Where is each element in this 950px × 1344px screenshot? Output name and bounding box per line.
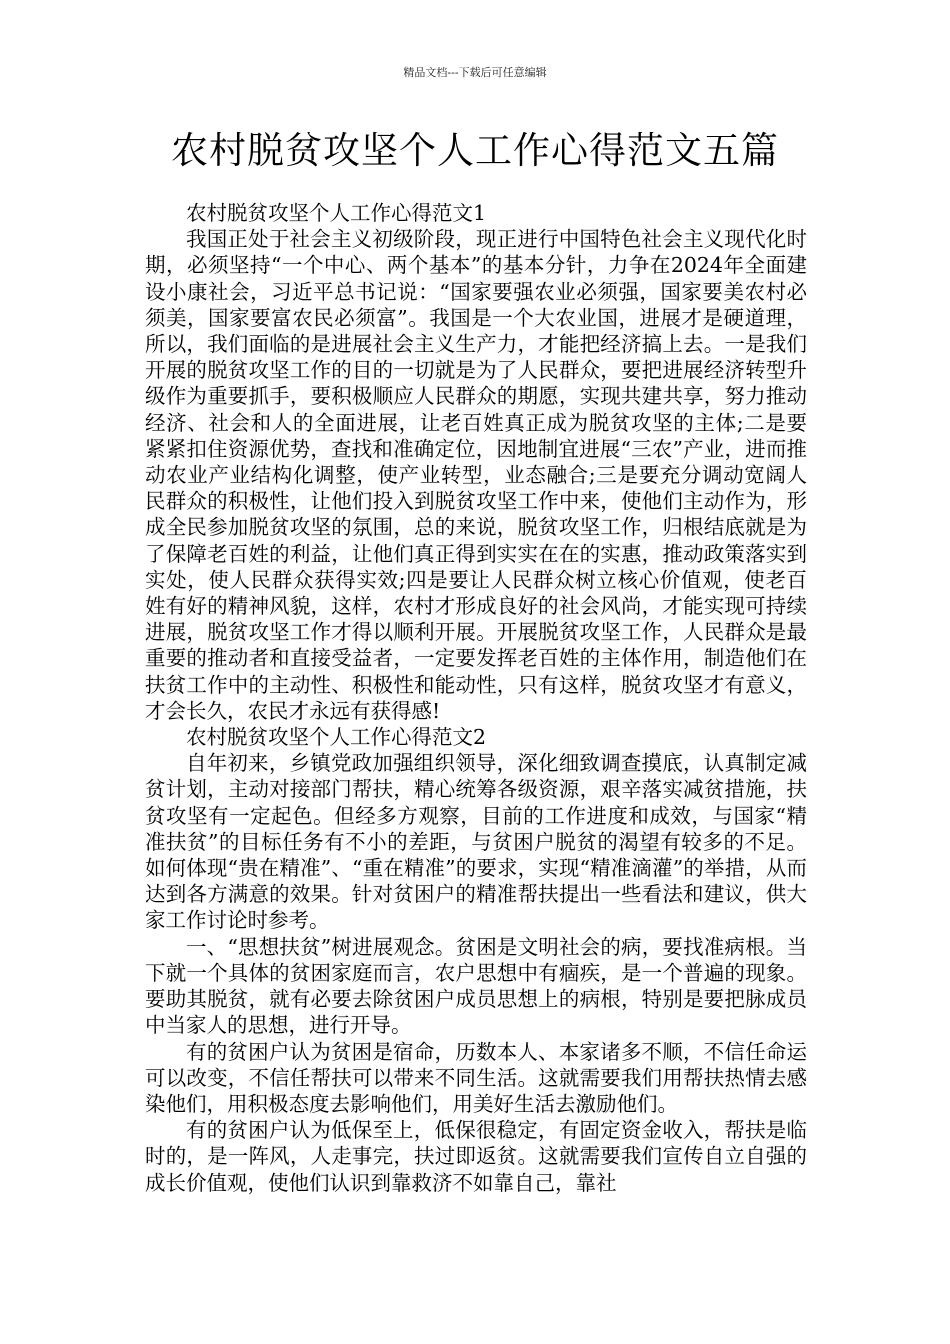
section-heading-1: 农村脱贫攻坚个人工作心得范文1 xyxy=(186,201,487,225)
paragraph: 一、“思想扶贫”树进展观念。贫困是文明社会的病，要找准病根。当下就一个具体的贫困家庭而言，农户思想中有痼疾，是一个普遍的现象。要助其脱贫，就有必要去除贫困户成员思想上的病根，特别是要把脉成员中当家人的思想，进行开导。 xyxy=(145,934,807,1038)
document-body xyxy=(145,200,807,1196)
section-heading-2: 农村脱贫攻坚个人工作心得范文2 xyxy=(186,725,487,750)
header-note: 精品文档---下载后可任意编辑 xyxy=(403,66,547,79)
paragraph: 自年初来，乡镇党政加强组织领导，深化细致调查摸底，认真制定减贫计划，主动对接部门帮扶，精心统筹各级资源，艰辛落实减贫措施，扶贫攻坚有一定起色。但经多方观察，目前的工作进度和成效，与国家“精准扶贫”的目标任务有不小的差距，与贫困户脱贫的渴望有较多的不足。如何体现“贵在精准”、“重在精准”的要求，实现“精准滴灌”的举措，从而达到各方满意的效果。针对贫困户的精准帮扶提出一些看法和建议，供大家工作讨论时参考。 xyxy=(145,751,807,933)
paragraph: 有的贫困户认为贫困是宿命，历数本人、本家诸多不顺，不信任命运可以改变，不信任帮扶可以带来不同生活。这就需要我们用帮扶热情去感染他们，用积极态度去影响他们，用美好生活去激励他们。 xyxy=(145,1039,807,1116)
paragraph: 有的贫困户认为低保至上，低保很稳定，有固定资金收入，帮扶是临时的，是一阵风，人走事完，扶过即返贫。这就需要我们宣传自立自强的成长价值观，使他们认识到靠救济不如靠自己，靠社 xyxy=(145,1118,807,1195)
paragraph: 我国正处于社会主义初级阶段，现正进行中国特色社会主义现代化时期，必须坚持“一个中心、两个基本”的基本分针，力争在2024年全面建设小康社会，习近平总书记说：“国家要强农业必须强，国家要美农村必须美，国家要富农民必须富”。我国是一个大农业国，进展才是硬道理，所以，我们面临的是进展社会主义生产力，才能把经济搞上去。一是我们开展的脱贫攻坚工作的目的一切就是为了人民群众，要把进展经济转型升级作为重要抓手，要积极顺应人民群众的期愿，实现共建共享，努力推动经济、社会和人的全面进展，让老百姓真正成为脱贫攻坚的主体;二是要紧紧扣住资源优势，查找和准确定位，因地制宜进展“三农”产业，进而推动农业产业结构化调整，使产业转型，业态融合;三是要充分调动宽阔人民群众的积极性，让他们投入到脱贫攻坚工作中来，使他们主动作为，形成全民参加脱贫攻坚的氛围，总的来说，脱贫攻坚工作，归根结底就是为了保障老百姓的利益，让他们真正得到实实在在的实惠，推动政策落实到实处，使人民群众获得实效;四是要让人民群众树立核心价值观，使老百姓有好的精神风貌，这样，农村才形成良好的社会风尚，才能实现可持续进展，脱贫攻坚工作才得以顺利开展。开展脱贫攻坚工作，人民群众是最重要的推动者和直接受益者，一定要发挥老百姓的主体作用，制造他们在扶贫工作中的主动性、积极性和能动性，只有这样，脱贫攻坚才有意义，才会长久，农民才永远有获得感! xyxy=(145,227,807,723)
document-title: 农村脱贫攻坚个人工作心得范文五篇 xyxy=(171,129,779,172)
